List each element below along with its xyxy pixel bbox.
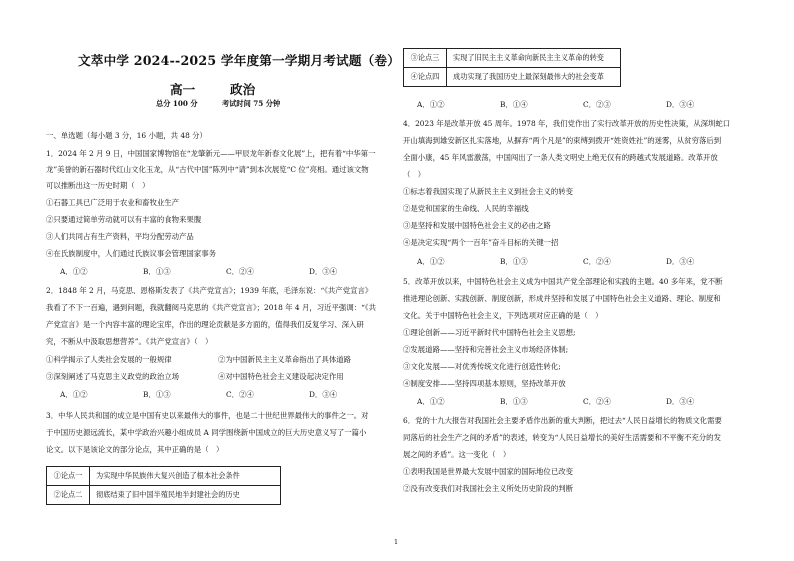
q3-option-a[interactable]: A．①②: [417, 100, 445, 109]
subject-label: 政治: [230, 82, 256, 97]
q4-stem-line: （ ）: [403, 170, 426, 179]
q3-thesis-text: 成功实现了我国历史上最深刻最伟大的社会变革: [447, 68, 621, 87]
q2-option-d[interactable]: D．③④: [309, 390, 338, 399]
q5-stem-line: 文化。关于中国特色社会主义，下列选项对应正确的是（ ）: [403, 311, 603, 320]
q5-item: ②发展道路——坚持和完善社会主义市场经济体制;: [403, 345, 569, 354]
q3-option-d[interactable]: D．③④: [666, 100, 695, 109]
total-score: 总分 100 分: [156, 99, 198, 108]
q2-item: ①科学揭示了人类社会发展的一般规律: [46, 355, 172, 364]
q3-thesis-text: 彻底结束了旧中国半殖民地半封建社会的历史: [90, 486, 281, 505]
q1-stem-line: 龙”美誉的新石器时代红山文化玉龙，从“古代中国”陈列中“请”到本次展览“C 位”亮相。通过该文物: [46, 165, 369, 174]
q4-stem-line: 全面小康，45 年风雷激荡，中国闯出了一条人类文明史上绝无仅有的跨越式发展道路。改革开放: [403, 153, 718, 162]
q5-option-b[interactable]: B．①③: [500, 397, 528, 406]
q2-stem-line: 究，不断从中汲取思想营养”。《共产党宣言》（ ）: [46, 337, 213, 346]
q6-item: ①表明我国是世界最大发展中国家的国际地位已改变: [403, 467, 573, 476]
q2-stem-line: 产党宣言》是一个内容丰富的理论宝库，作出的理论贡献是多方面的，值得我们反复学习、深入研: [46, 320, 364, 329]
q3-thesis-key: ③论点三: [404, 49, 447, 68]
q5-stem-line: 推进理论创新、实践创新、制度创新，形成并坚持和发展了中国特色社会主义道路、理论、制度和: [403, 294, 721, 303]
table-row: [47, 467, 281, 486]
q3-stem-line: 3．中华人民共和国的成立是中国有史以来最伟大的事件，也是二十世纪世界最伟大的事件之一。对: [46, 411, 369, 420]
q6-stem-line: 展之间的矛盾”。这一变化（ ）: [403, 450, 511, 459]
q3-option-b[interactable]: B．①④: [500, 100, 528, 109]
q3-stem-line: 论文。以下是该论文的部分论点，其中正确的是（ ）: [46, 445, 224, 454]
q4-stem-line: 4．2023 年是改革开放 45 周年。1978 年，我们党作出了实行改革开放的历史性决策，从深圳蛇口: [403, 119, 731, 128]
q5-item: ④制度安排——坚持四项基本原则，坚持改革开放: [403, 379, 566, 388]
exam-title: 文萃中学 2024--2025 学年度第一学期月考试题（卷）: [78, 53, 401, 68]
table-row: [47, 486, 281, 505]
q1-option-d[interactable]: D．③④: [309, 267, 338, 276]
q2-option-c[interactable]: C．②④: [226, 390, 254, 399]
q1-option-b[interactable]: B．①③: [143, 267, 171, 276]
q1-item: ④在氏族制度中，人们通过氏族议事会管理国家事务: [46, 249, 216, 258]
q1-item: ①石器工具已广泛用于农业和畜牧业生产: [46, 198, 180, 207]
q6-stem-line: 同落后的社会生产之间的矛盾”的表述，转变为“人民日益增长的美好生活需要和不平衡不充分的发: [403, 433, 721, 442]
q3-thesis-text: 实现了旧民主主义革命向新民主主义革命的转变: [447, 49, 621, 68]
q3-thesis-key: ②论点二: [47, 486, 90, 505]
q2-option-a[interactable]: A．①②: [60, 390, 88, 399]
table-row: [404, 49, 621, 68]
exam-time: 考试时间 75 分钟: [222, 99, 281, 108]
q4-option-b[interactable]: B．①③: [500, 257, 528, 266]
page-number: 1: [394, 538, 399, 546]
q5-option-d[interactable]: D．③④: [666, 397, 695, 406]
grade-label: 高一: [170, 82, 196, 97]
q6-item: ②没有改变我们对我国社会主义所处历史阶段的判断: [403, 484, 573, 493]
q2-stem-line: 我看了不下一百遍，遇到问题，我就翻阅马克思的《共产党宣言》；2018 年 4 月，习近平强调：“《共: [46, 303, 376, 312]
q1-item: ③人们共同占有生产资料，平均分配劳动产品: [46, 232, 194, 241]
q2-item: ④对中国特色社会主义建设起决定作用: [218, 372, 344, 381]
q1-option-c[interactable]: C．②④: [226, 267, 254, 276]
q5-item: ③文化发展——对优秀传统文化进行创造性转化;: [403, 362, 561, 371]
q4-item: ④是决定实现“两个一百年”奋斗目标的关键一招: [403, 238, 559, 247]
q5-option-a[interactable]: A．①②: [417, 397, 445, 406]
q3-table-right: [403, 48, 621, 87]
q2-option-b[interactable]: B．①③: [143, 390, 171, 399]
q2-stem-line: 2．1848 年 2 月，马克思、恩格斯发表了《共产党宣言》；1939 年底，毛泽东说：“《共产党宣言》: [46, 286, 373, 295]
q4-option-c[interactable]: C．②④: [583, 257, 611, 266]
q5-item: ①理论创新——习近平新时代中国特色社会主义思想;: [403, 328, 576, 337]
q1-stem-line: 1．2024 年 2 月 9 日，中国国家博物馆在“龙肇新元——甲辰龙年新春文化展”上，把有着“中华第一: [46, 149, 376, 158]
q5-option-c[interactable]: C．②④: [583, 397, 611, 406]
q4-item: ①标志着我国实现了从新民主主义到社会主义的转变: [403, 187, 573, 196]
q1-option-a[interactable]: A．①②: [60, 267, 88, 276]
q3-thesis-key: ①论点一: [47, 467, 90, 486]
q5-stem-line: 5．改革开放以来，中国特色社会主义成为中国共产党全部理论和实践的主题。40 多年来，党不断: [403, 277, 723, 286]
q3-table-left: [46, 466, 281, 505]
q1-item: ②只要通过简单劳动就可以有丰富的食物来果腹: [46, 215, 202, 224]
q3-thesis-text: 为实现中华民族伟大复兴创造了根本社会条件: [90, 467, 281, 486]
q3-option-c[interactable]: C．②③: [583, 100, 611, 109]
q4-option-a[interactable]: A．①②: [417, 257, 445, 266]
table-row: [404, 68, 621, 87]
q4-stem-line: 开山填海到雄安新区扎实落地，从摒弃“两个凡是”的束缚到拨开“姓资姓社”的迷雾，从贫穷落后到: [403, 136, 722, 145]
q4-item: ②是党和国家的生命线、人民的幸福线: [403, 204, 529, 213]
q6-stem-line: 6．党的十九大报告对我国社会主要矛盾作出新的重大判断，把过去“人民日益增长的物质文化需要: [403, 416, 722, 425]
section-heading: 一、单选题（每小题 3 分，16 小题，共 48 分）: [46, 131, 207, 140]
q1-stem-line: 可以推断出这一历史时期（ ）: [46, 181, 150, 190]
q4-option-d[interactable]: D．③④: [666, 257, 695, 266]
q3-thesis-key: ④论点四: [404, 68, 447, 87]
q4-item: ③是坚持和发展中国特色社会主义的必由之路: [403, 221, 551, 230]
q2-item: ③深刻阐述了马克思主义政党的政治立场: [46, 372, 180, 381]
q3-stem-line: 于中国历史源远流长，某中学政治兴趣小组成员 A 同学围绕新中国成立的巨大历史意义写了一篇小: [46, 428, 367, 437]
q2-item: ②为中国新民主主义革命指出了具体道路: [218, 355, 352, 364]
